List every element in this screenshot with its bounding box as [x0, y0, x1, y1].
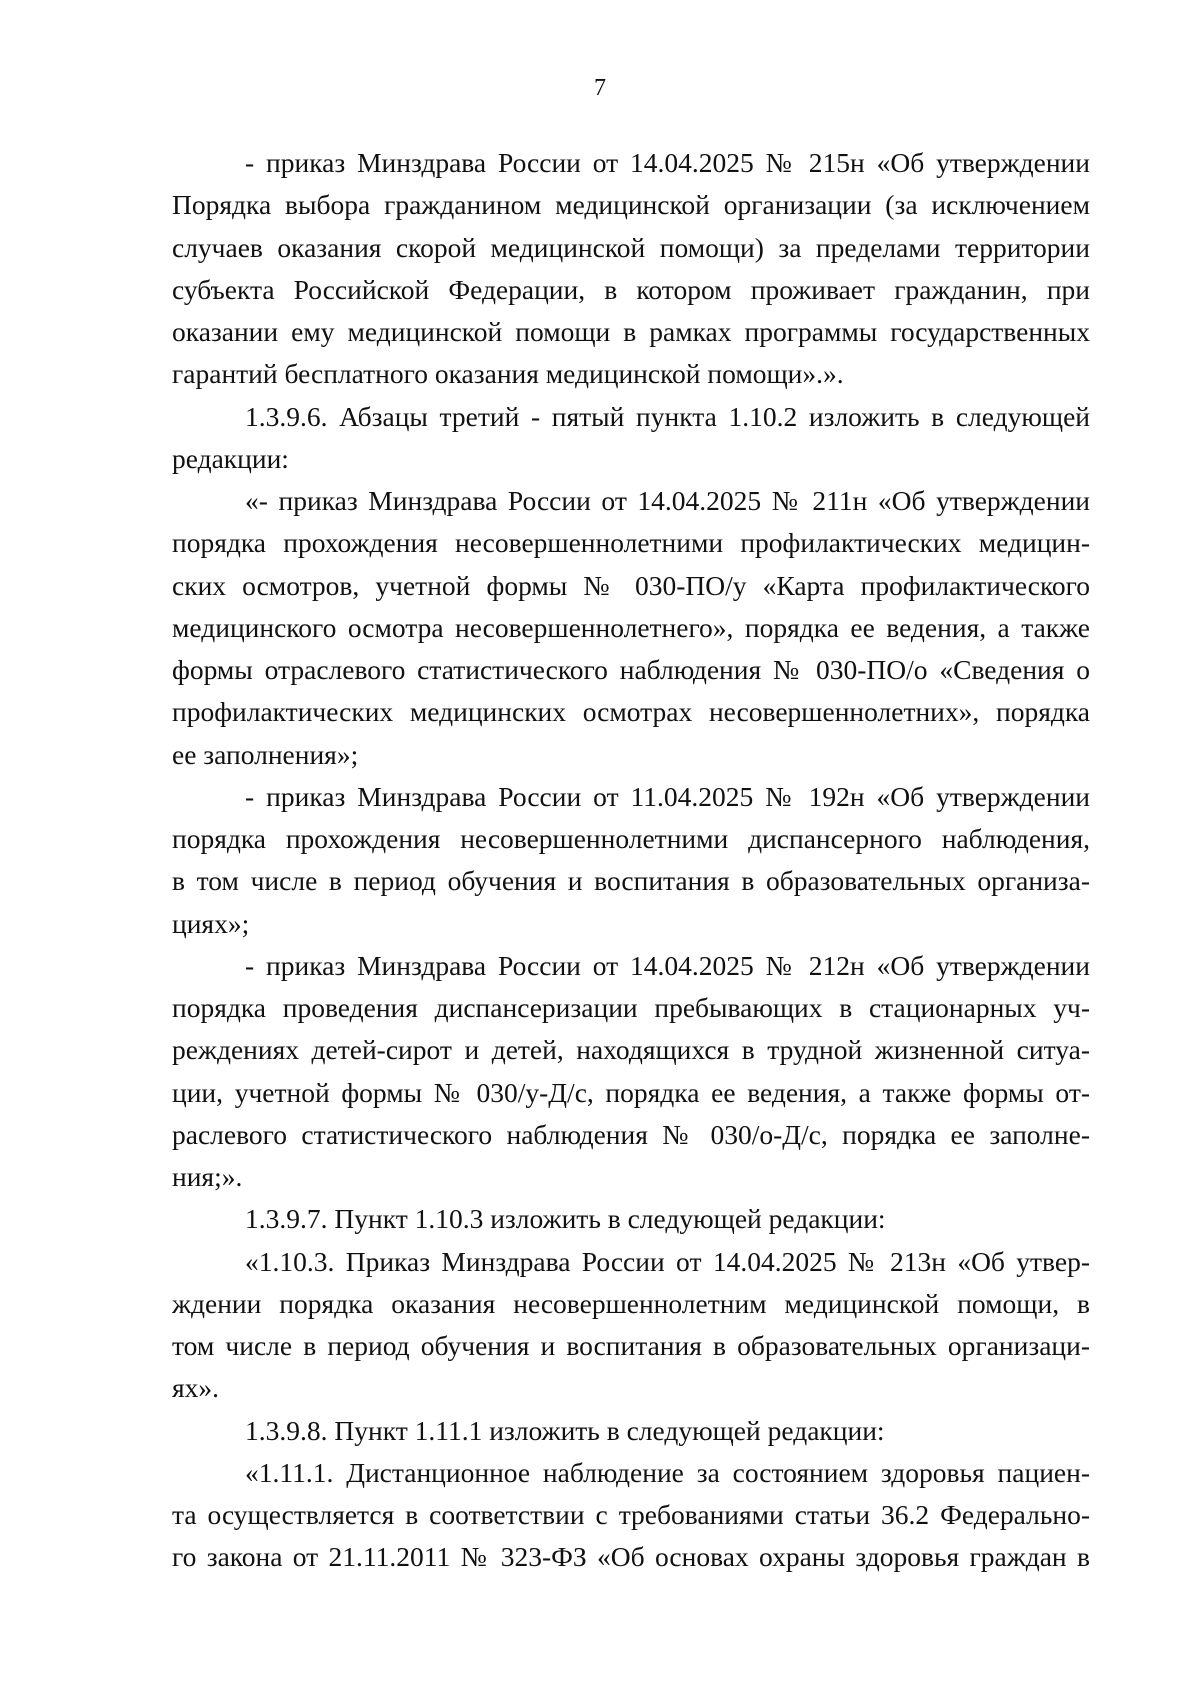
text-line: - приказ Минздрава России от 14.04.2025 № 215н «Об утверждении — [245, 147, 1090, 178]
text-line: реждениях детей-сирот и детей, находящихся в трудной жизненной ситуа- — [172, 1034, 1090, 1066]
text-line: Порядка выбора гражданином медицинской организации (за исключением — [172, 189, 1090, 221]
text-line: порядка прохождения несовершеннолетними диспансерного наблюдения, — [172, 823, 1090, 854]
text-line: ждении порядка оказания несовершеннолетним медицинской помощи, в — [172, 1287, 1090, 1319]
text-line: 1.3.9.6. Абзацы третий - пятый пункта 1.10.2 изложить в следующей — [245, 400, 1090, 432]
text-line: том числе в период обучения и воспитания в образовательных организаци- — [172, 1330, 1090, 1361]
text-line: ях». — [172, 1372, 220, 1404]
text-line: в том числе в период обучения и воспитания в образовательных организа- — [172, 865, 1090, 897]
text-line: та осуществляется в соответствии с требованиями статьи 36.2 Федерально- — [172, 1499, 1090, 1530]
text-line: «1.10.3. Приказ Минздрава России от 14.04.2025 № 213н «Об утвер- — [245, 1245, 1090, 1277]
text-line: 1.3.9.8. Пункт 1.11.1 изложить в следующей редакции: — [245, 1414, 885, 1446]
text-line: ее заполнения»; — [172, 738, 359, 770]
text-line: профилактических медицинских осмотрах несовершеннолетних», порядка — [172, 696, 1090, 728]
text-line: «- приказ Минздрава России от 14.04.2025 № 211н «Об утверждении — [245, 485, 1090, 516]
text-line: порядка проведения диспансеризации пребывающих в стационарных уч- — [172, 992, 1090, 1023]
text-line: 1.3.9.7. Пункт 1.10.3 изложить в следующей редакции: — [245, 1203, 886, 1235]
text-line: гарантий бесплатного оказания медицинской помощи».». — [172, 358, 844, 390]
text-line: редакции: — [172, 442, 289, 474]
text-line: порядка прохождения несовершеннолетними профилактических медицин- — [172, 527, 1090, 559]
text-line: субъекта Российской Федерации, в котором проживает гражданин, при — [172, 273, 1090, 305]
document-body — [172, 142, 1090, 1579]
text-line: ских осмотров, учетной формы № 030-ПО/у «Карта профилактического — [172, 569, 1090, 601]
text-line: медицинского осмотра несовершеннолетнего», порядка ее ведения, а также — [172, 611, 1090, 643]
text-line: ции, учетной формы № 030/у-Д/с, порядка ее ведения, а также формы от- — [172, 1076, 1090, 1108]
page-number: 7 — [594, 75, 606, 101]
text-line: случаев оказания скорой медицинской помощи) за пределами территории — [172, 231, 1090, 263]
text-line: оказании ему медицинской помощи в рамках программы государственных — [172, 316, 1090, 347]
text-line: го закона от 21.11.2011 № 323-ФЗ «Об основах охраны здоровья граждан в — [172, 1541, 1090, 1573]
text-line: циях»; — [172, 907, 250, 939]
text-line: «1.11.1. Дистанционное наблюдение за состоянием здоровья пациен- — [245, 1456, 1090, 1488]
text-line: формы отраслевого статистического наблюдения № 030-ПО/о «Сведения о — [172, 654, 1090, 685]
text-line: - приказ Минздрава России от 14.04.2025 № 212н «Об утверждении — [245, 949, 1090, 981]
text-line: - приказ Минздрава России от 11.04.2025 № 192н «Об утверждении — [245, 780, 1090, 812]
text-line: ния;». — [172, 1161, 243, 1192]
text-line: раслевого статистического наблюдения № 030/о-Д/с, порядка ее заполне- — [172, 1118, 1090, 1150]
